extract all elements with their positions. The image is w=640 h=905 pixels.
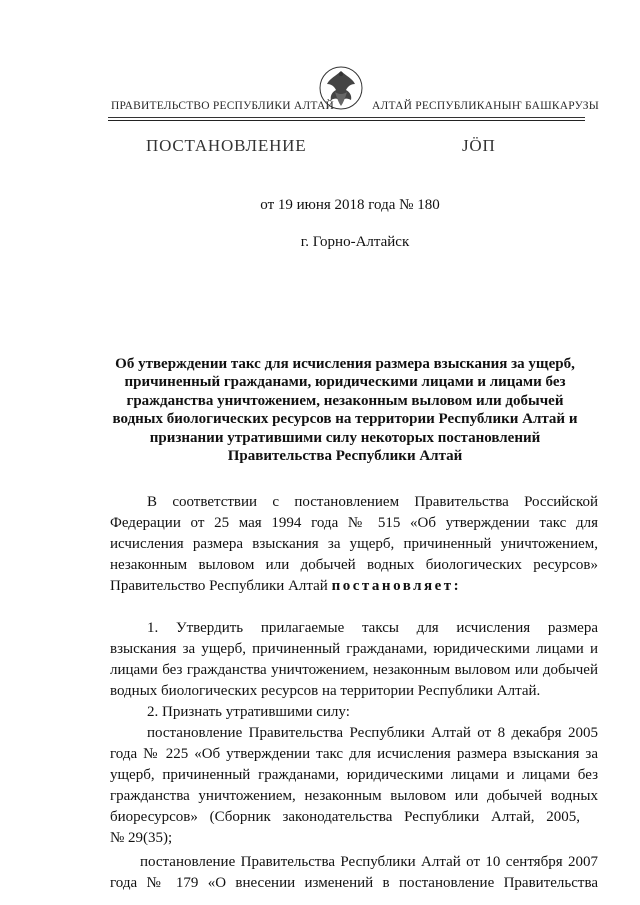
repealed-2-line: года № 179 «О внесении изменений в постановление Правительства — [110, 875, 598, 891]
repealed-1-line: биоресурсов» (Сборник законодательства Республики Алтай, 2005, — [110, 809, 580, 825]
preamble-line: Федерации от 25 мая 1994 года № 515 «Об утверждении такс для — [110, 515, 598, 531]
preamble-final-line — [110, 577, 598, 595]
decree-city: г. Горно-Алтайск — [300, 234, 410, 250]
decree-word: постановляет: — [331, 578, 462, 594]
title-line: признании утратившими силу некоторых постановлений — [149, 429, 541, 446]
repealed-1-line: ущерб, причиненный гражданами, юридическими лицами и лицами без — [110, 767, 598, 783]
item-1-line: 1. Утвердить прилагаемые таксы для исчисления размера — [147, 620, 598, 636]
header-org-left: ПРАВИТЕЛЬСТВО РЕСПУБЛИКИ АЛТАЙ — [111, 100, 335, 112]
item-1-line: взыскания за ущерб, причиненный гражданами, юридическими лицами и — [110, 641, 598, 657]
title-line: Об утверждении такс для исчисления размера взыскания за ущерб, — [115, 356, 575, 372]
decree-date-number: от 19 июня 2018 года № 180 — [260, 197, 440, 213]
preamble-subject: Правительство Республики Алтай — [110, 578, 328, 594]
item-1-line: водных биологических ресурсов на территории Республики Алтай. — [110, 683, 541, 699]
doc-type-altai: ЈӦП — [462, 136, 496, 155]
repealed-1-line: гражданства уничтожением, незаконным выловом или добычей водных — [110, 788, 598, 804]
title-line: гражданства уничтожением, незаконным выловом или добычей — [126, 392, 564, 409]
title-line: Правительства Республики Алтай — [227, 448, 463, 465]
repealed-1-line: года № 225 «Об утверждении такс для исчисления размера взыскания за — [110, 746, 598, 762]
repealed-1-line: № 29(35); — [110, 830, 173, 846]
preamble-line: исчисления размера взыскания за ущерб, причиненный уничтожением, — [110, 536, 598, 552]
decree-body — [110, 0, 598, 905]
title-line: причиненный гражданами, юридическими лицами и лицами без — [124, 374, 566, 391]
doc-type-russian: ПОСТАНОВЛЕНИЕ — [146, 136, 307, 155]
title-line: водных биологических ресурсов на территории Республики Алтай и — [112, 411, 578, 428]
preamble-line: В соответствии с постановлением Правительства Российской — [147, 494, 598, 510]
item-2-line: 2. Признать утратившими силу: — [147, 704, 350, 720]
repealed-1-line: постановление Правительства Республики Алтай от 8 декабря 2005 — [147, 725, 598, 741]
repealed-2-line: постановление Правительства Республики Алтай от 10 сентября 2007 — [140, 854, 598, 870]
header-org-right: АЛТАЙ РЕСПУБЛИКАНЫҤ БАШКАРУЗЫ — [372, 100, 599, 112]
item-1-line: лицами без гражданства уничтожением, незаконным выловом или добычей — [110, 662, 598, 678]
preamble-line: незаконным выловом или добычей водных биологических ресурсов» — [110, 557, 598, 573]
